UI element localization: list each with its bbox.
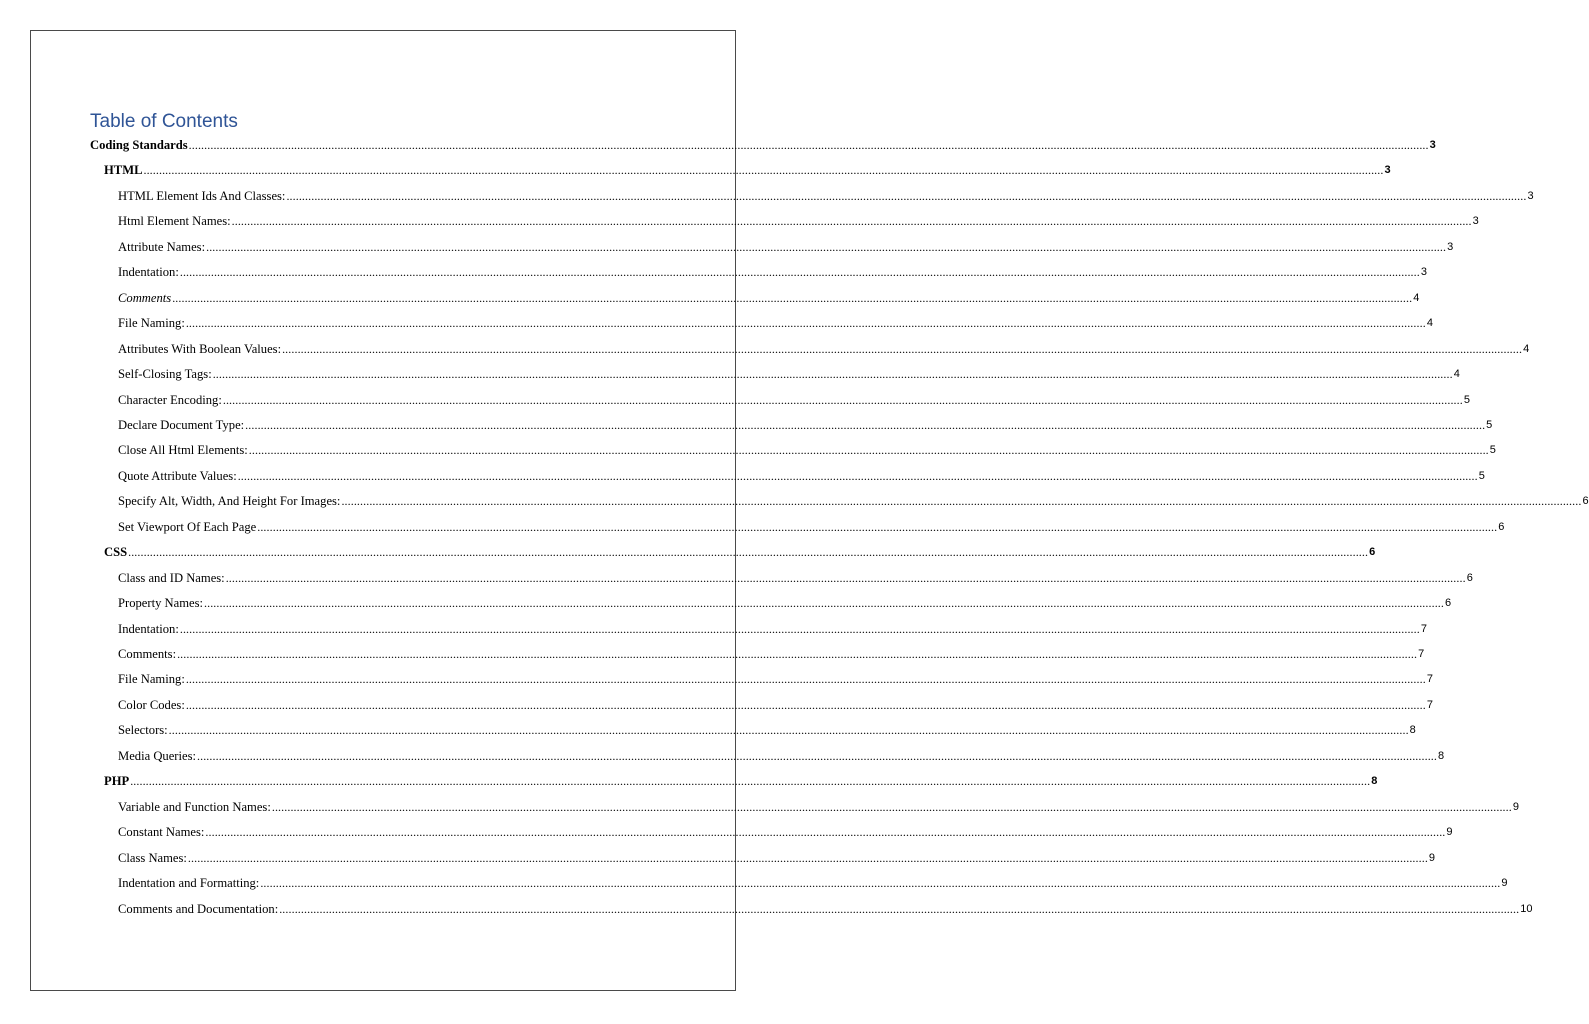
toc-entry-page-number: 6 [1498, 520, 1505, 533]
dot-leader: ................................................................................................................................................................................................................................................................................................................................................................................................................ [231, 214, 1472, 229]
toc-entry-label: Indentation: [118, 621, 179, 636]
dot-leader: ................................................................................................................................................................................................................................................................................................................................................................................................................ [282, 341, 1523, 356]
toc-entry[interactable] [118, 901, 1533, 917]
dot-leader: ................................................................................................................................................................................................................................................................................................................................................................................................................ [245, 417, 1486, 432]
dot-leader: ................................................................................................................................................................................................................................................................................................................................................................................................................ [197, 748, 1437, 763]
dot-leader: ................................................................................................................................................................................................................................................................................................................................................................................................................ [248, 443, 1489, 458]
toc-entry-page-number: 9 [1501, 877, 1508, 889]
dot-leader: ................................................................................................................................................................................................................................................................................................................................................................................................................ [185, 316, 1426, 331]
toc-entry-label: Constant Names: [118, 825, 205, 840]
toc-entry-label: Class Names: [118, 850, 187, 865]
toc-entry[interactable] [118, 722, 1416, 738]
toc-entry-label: Character Encoding: [118, 392, 222, 407]
toc-entry-page-number: 3 [1429, 139, 1436, 151]
toc-entry[interactable] [118, 824, 1453, 840]
toc-entry-page-number: 9 [1428, 851, 1436, 864]
dot-leader: ................................................................................................................................................................................................................................................................................................................................................................................................................ [260, 876, 1501, 890]
toc-entry-label: Selectors: [118, 723, 168, 738]
toc-entry-label: Quote Attribute Values: [118, 468, 237, 483]
dot-leader: ................................................................................................................................................................................................................................................................................................................................................................................................................ [222, 392, 1463, 407]
toc-entry-label: Comments and Documentation: [118, 901, 279, 916]
toc-entry-page-number: 9 [1446, 826, 1453, 839]
toc-entry-page-number: 5 [1486, 418, 1493, 431]
toc-entry[interactable] [118, 570, 1473, 586]
toc-entry[interactable] [118, 315, 1433, 331]
toc-entry[interactable] [118, 799, 1519, 815]
dot-leader: ................................................................................................................................................................................................................................................................................................................................................................................................................ [168, 723, 1409, 738]
dot-leader: ................................................................................................................................................................................................................................................................................................................................................................................................................ [130, 774, 1371, 789]
toc-entry-label: Set Viewport Of Each Page [118, 519, 257, 534]
dot-leader: ................................................................................................................................................................................................................................................................................................................................................................................................................ [271, 799, 1512, 814]
toc-entry[interactable] [104, 544, 1376, 560]
toc-entry[interactable] [118, 850, 1436, 866]
toc-entry[interactable] [118, 875, 1508, 891]
toc-entry-page-number: 3 [1384, 164, 1391, 177]
toc-entry-page-number: 4 [1413, 291, 1420, 304]
toc-entry-page-number: 4 [1453, 368, 1460, 380]
toc-entry[interactable] [104, 162, 1391, 178]
dot-leader: ................................................................................................................................................................................................................................................................................................................................................................................................................ [179, 621, 1420, 636]
toc-entry-label: Attribute Names: [118, 239, 206, 254]
dot-leader: ................................................................................................................................................................................................................................................................................................................................................................................................................ [204, 596, 1444, 611]
toc-entry[interactable] [118, 341, 1530, 357]
toc-entry-page-number: 10 [1520, 902, 1533, 915]
toc-entry[interactable] [118, 417, 1493, 433]
toc-entry[interactable] [118, 519, 1505, 535]
toc-entry-page-number: 9 [1512, 800, 1519, 813]
toc-entry[interactable] [104, 773, 1378, 789]
toc-entry[interactable] [118, 646, 1425, 662]
dot-leader: ................................................................................................................................................................................................................................................................................................................................................................................................................ [212, 367, 1453, 381]
toc-entry-page-number: 6 [1466, 571, 1473, 584]
dot-leader: ................................................................................................................................................................................................................................................................................................................................................................................................................ [286, 188, 1527, 203]
toc-entry-label: Declare Document Type: [118, 417, 245, 432]
toc-entry-label: Coding Standards [90, 138, 188, 152]
dot-leader: ................................................................................................................................................................................................................................................................................................................................................................................................................ [179, 265, 1420, 280]
toc-entry-page-number: 5 [1463, 393, 1470, 406]
toc-entry-page-number: 5 [1478, 469, 1485, 482]
toc-entry-label: Html Element Names: [118, 214, 231, 229]
toc-entry[interactable] [118, 595, 1452, 611]
toc-entry-page-number: 3 [1420, 266, 1427, 279]
toc-entry-label: Self-Closing Tags: [118, 367, 212, 381]
toc-entry[interactable] [118, 468, 1485, 484]
dot-leader: ................................................................................................................................................................................................................................................................................................................................................................................................................ [128, 545, 1369, 560]
dot-leader: ................................................................................................................................................................................................................................................................................................................................................................................................................ [205, 825, 1446, 840]
toc-entry[interactable] [118, 290, 1420, 306]
toc-entry[interactable] [118, 671, 1433, 687]
toc-entry-label: Attributes With Boolean Values: [118, 341, 282, 356]
toc-entry-label: Media Queries: [118, 748, 196, 763]
document-page [30, 30, 1589, 991]
dot-leader: ................................................................................................................................................................................................................................................................................................................................................................................................................ [172, 290, 1413, 305]
dot-leader: ................................................................................................................................................................................................................................................................................................................................................................................................................ [237, 468, 1478, 483]
dot-leader: ................................................................................................................................................................................................................................................................................................................................................................................................................ [188, 138, 1429, 152]
toc-entry-label: CSS [104, 545, 128, 560]
dot-leader: ................................................................................................................................................................................................................................................................................................................................................................................................................ [257, 519, 1498, 534]
toc-entry[interactable] [118, 442, 1496, 458]
toc-entry-page-number: 8 [1409, 724, 1416, 737]
toc-entry[interactable] [118, 366, 1460, 382]
toc-entry-label: HTML [104, 163, 143, 178]
toc-entry-label: HTML Element Ids And Classes: [118, 188, 286, 203]
dot-leader: ................................................................................................................................................................................................................................................................................................................................................................................................................ [225, 570, 1466, 585]
toc-entry-label: Indentation: [118, 265, 179, 280]
toc-entry[interactable] [118, 213, 1479, 229]
toc-entry-page-number: 7 [1426, 673, 1433, 686]
toc-entry-label: Indentation and Formatting: [118, 876, 260, 890]
toc-entry-label: Comments: [118, 647, 177, 661]
toc-entry[interactable] [118, 239, 1454, 255]
toc-entry-label: Comments [118, 290, 172, 305]
toc-entry-page-number: 7 [1426, 698, 1433, 711]
toc-entry-page-number: 6 [1445, 597, 1452, 610]
toc-entry-label: PHP [104, 774, 130, 789]
toc-entry[interactable] [118, 392, 1470, 408]
dot-leader: ................................................................................................................................................................................................................................................................................................................................................................................................................ [341, 494, 1582, 509]
toc-list [31, 31, 1589, 990]
toc-entry-label: Color Codes: [118, 697, 185, 712]
toc-entry-label: Close All Html Elements: [118, 443, 248, 458]
toc-entry[interactable] [90, 137, 1436, 153]
toc-entry-label: Specify Alt, Width, And Height For Images: [118, 494, 341, 509]
dot-leader: ................................................................................................................................................................................................................................................................................................................................................................................................................ [185, 697, 1426, 712]
toc-entry[interactable] [118, 621, 1427, 637]
toc-entry-page-number: 3 [1527, 189, 1534, 202]
toc-entry-page-number: 3 [1472, 215, 1479, 228]
toc-entry[interactable] [118, 188, 1534, 204]
toc-entry-page-number: 4 [1426, 317, 1433, 330]
toc-entry-page-number: 8 [1371, 775, 1378, 788]
dot-leader: ................................................................................................................................................................................................................................................................................................................................................................................................................ [206, 239, 1447, 254]
toc-entry-page-number: 6 [1582, 495, 1589, 508]
dot-leader: ................................................................................................................................................................................................................................................................................................................................................................................................................ [177, 647, 1418, 661]
toc-entry-label: File Naming: [118, 316, 185, 331]
toc-entry-label: Property Names: [118, 596, 203, 611]
toc-entry[interactable] [118, 748, 1445, 764]
toc-entry-page-number: 7 [1420, 622, 1427, 635]
toc-entry-page-number: 4 [1523, 342, 1530, 355]
toc-entry-label: Class and ID Names: [118, 570, 225, 585]
dot-leader: ................................................................................................................................................................................................................................................................................................................................................................................................................ [279, 901, 1520, 916]
toc-entry[interactable] [118, 264, 1427, 280]
toc-entry-label: Variable and Function Names: [118, 799, 271, 814]
toc-entry-page-number: 3 [1447, 240, 1454, 253]
dot-leader: ................................................................................................................................................................................................................................................................................................................................................................................................................ [143, 163, 1384, 178]
toc-entry-page-number: 7 [1418, 648, 1425, 660]
toc-entry[interactable] [118, 697, 1433, 713]
toc-entry-page-number: 5 [1489, 444, 1496, 457]
toc-entry[interactable] [118, 493, 1589, 509]
toc-entry-page-number: 6 [1369, 546, 1376, 559]
toc-title: Table of Contents [90, 111, 238, 132]
dot-leader: ................................................................................................................................................................................................................................................................................................................................................................................................................ [185, 672, 1426, 687]
toc-entry-page-number: 8 [1438, 749, 1445, 762]
dot-leader: ................................................................................................................................................................................................................................................................................................................................................................................................................ [187, 850, 1428, 865]
toc-entry-label: File Naming: [118, 672, 185, 687]
